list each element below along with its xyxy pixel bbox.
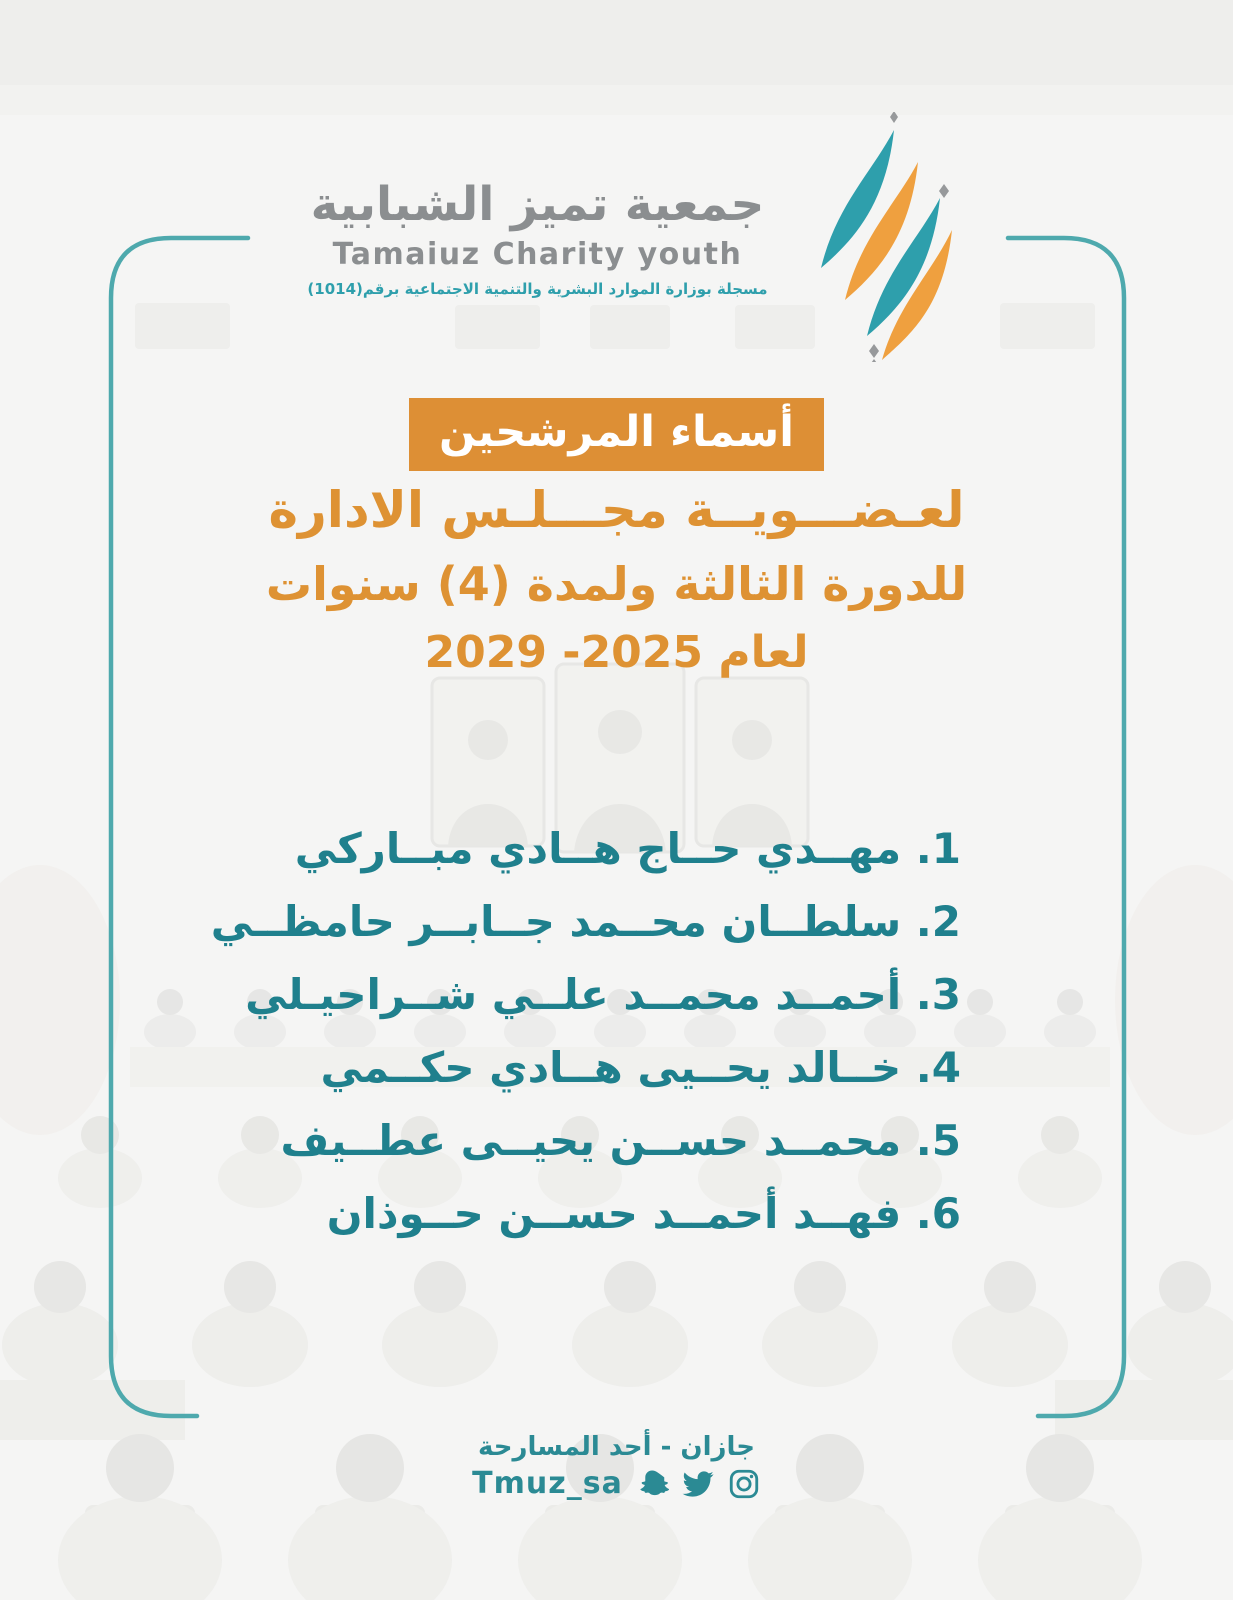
footer-location: جازان - أحد المسارحة (478, 1432, 755, 1462)
tamaiuz-flame-logo-icon (794, 112, 954, 362)
candidates-title-badge: أسماء المرشحين (409, 398, 824, 471)
heading-membership-line: لعـضـــويــة مجـــلـس الادارة (268, 481, 965, 539)
logo-english-name: Tamaiuz Charity youth (332, 236, 743, 272)
candidate-item: 6. فهــد أحمــد حســن حــوذان (326, 1189, 961, 1238)
social-handle: Tmuz_sa (472, 1466, 623, 1501)
candidate-item: 2. سلطــان محــمد جــابــر حامظــي (210, 897, 961, 946)
announcement-heading (0, 472, 1233, 686)
twitter-icon (681, 1467, 715, 1501)
footer (0, 1432, 1233, 1501)
organization-logo (14, 112, 1233, 362)
candidate-item: 3. أحمــد محمــد علــي شــراحيـلي (245, 970, 961, 1019)
instagram-icon (727, 1467, 761, 1501)
candidate-item: 1. مهــدي حــاج هــادي مبــاركي (294, 824, 961, 873)
heading-years-line: لعام 2025- 2029 (424, 627, 809, 678)
logo-registration-line: مسجلة بوزارة الموارد البشرية والتنمية الاجتماعية برقم(1014) (307, 279, 768, 298)
logo-arabic-name: جمعية تميز الشبابية (310, 177, 765, 233)
snapchat-icon (635, 1467, 669, 1501)
candidate-item: 5. محمــد حســن يحيــى عطــيف (280, 1116, 961, 1165)
candidates-list (210, 812, 961, 1250)
heading-term-line: للدورة الثالثة ولمدة (4) سنوات (265, 557, 968, 611)
candidate-item: 4. خــالد يحــيى هــادي حكــمي (320, 1043, 961, 1092)
